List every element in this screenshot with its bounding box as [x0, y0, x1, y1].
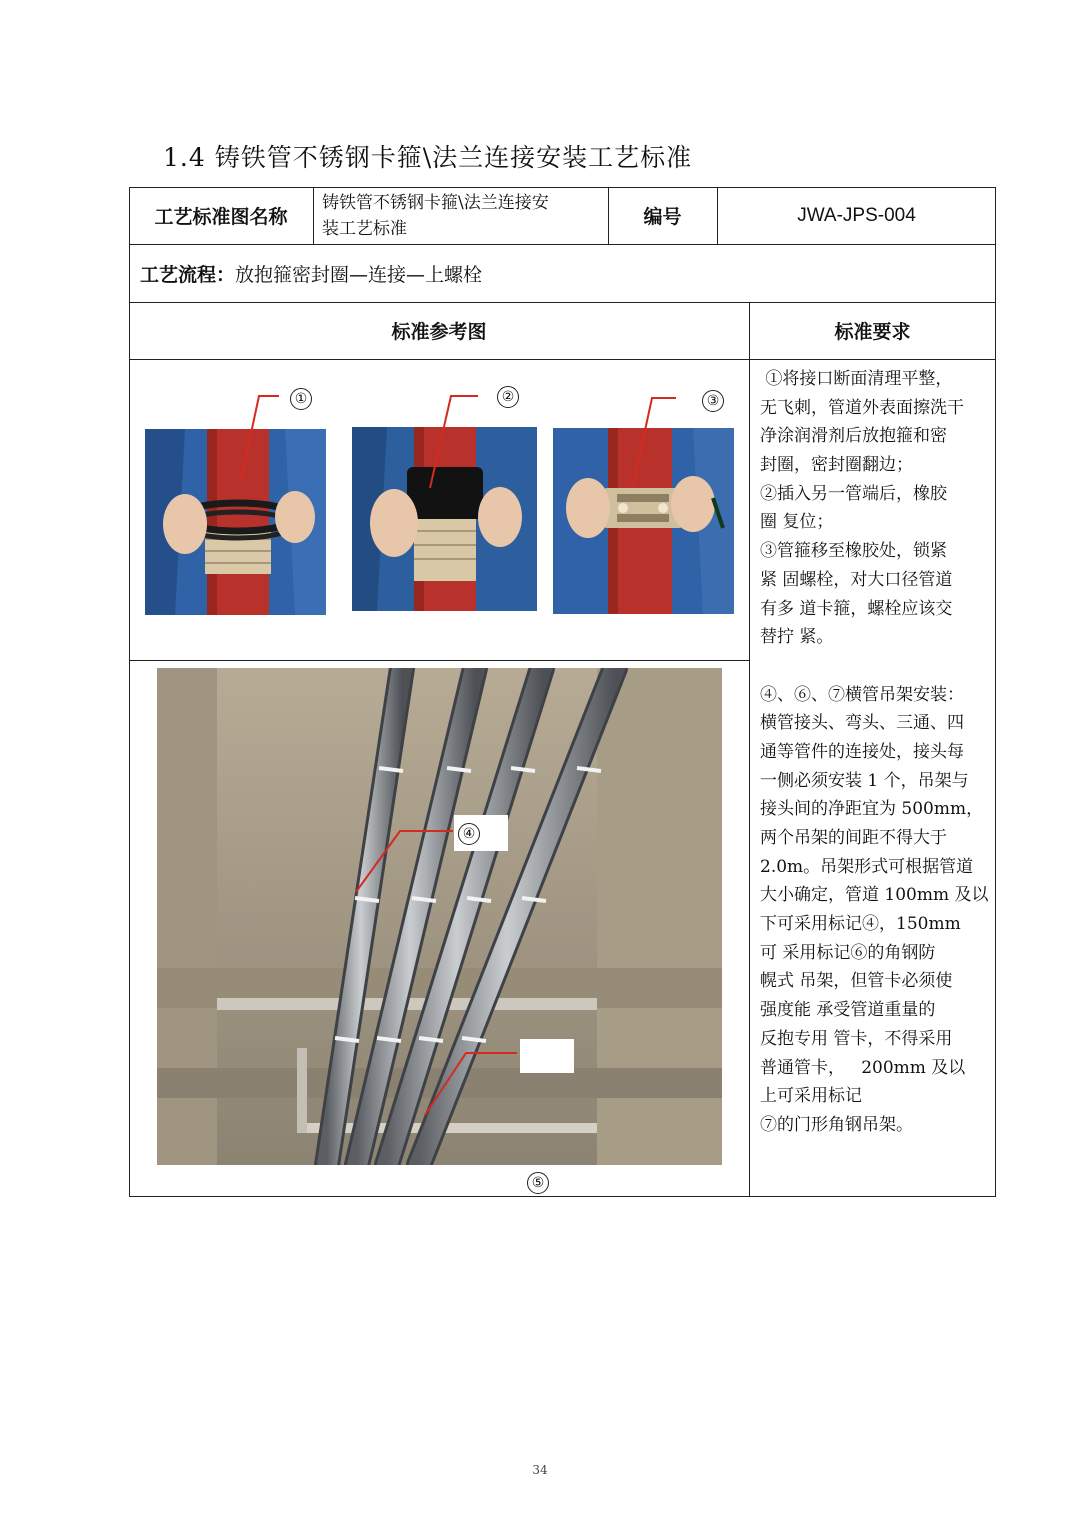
requirement-line: ②插入另一管端后，橡胶 [760, 483, 947, 504]
requirement-line: 反抱专用 管卡，不得采用 [760, 1028, 953, 1049]
requirement-line: ⑦的门形角钢吊架。 [760, 1114, 913, 1135]
requirement-line: 封圈，密封圈翻边； [760, 455, 913, 476]
marker-2: ② [497, 386, 519, 408]
requirement-line [760, 652, 996, 681]
flow-label: 工艺流程： [140, 263, 236, 286]
requirement-line: 圈 复位； [760, 512, 834, 533]
requirement-line: ①将接口断面清理平整， [760, 369, 953, 389]
code-value: JWA-JPS-004 [797, 204, 916, 226]
requirement-line: 紧 固螺栓，对大口径管道 [760, 569, 953, 590]
requirements-text [760, 365, 996, 1140]
requirement-line: 上可采用标记 [760, 1086, 862, 1107]
requirement-line: 一侧必须安装 1 个，吊架与 [760, 770, 969, 791]
requirement-line: ③管箍移至橡胶处，锁紧 [760, 541, 947, 562]
requirement-line: 有多 道卡箍，螺栓应该交 [760, 598, 953, 619]
requirement-line: 替拧 紧。 [760, 627, 834, 648]
marker-3: ③ [702, 390, 724, 412]
flow-value: 放抱箍密封圈—连接—上螺栓 [235, 263, 483, 286]
requirement-line: ④、⑥、⑦横管吊架安装： [760, 684, 964, 705]
requirement-line: 强度能 承受管道重量的 [760, 1000, 936, 1021]
marker-1: ① [290, 388, 312, 410]
requirement-line: 可 采用标记⑥的角钢防 [760, 942, 936, 963]
requirement-line: 下可采用标记④，150mm [760, 914, 961, 935]
marker-5: ⑤ [527, 1172, 549, 1194]
name-value-line2: 装工艺标准 [322, 218, 407, 239]
requirement-line: 横管接头、弯头、三通、四 [760, 713, 964, 734]
name-value-line1: 铸铁管不锈钢卡箍\法兰连接安 [322, 192, 549, 213]
requirement-line: 接头间的净距宜为 500mm， [760, 799, 984, 820]
label-name: 工艺标准图名称 [154, 206, 288, 228]
requirement-line: 大小确定，管道 100mm 及以 [760, 885, 989, 906]
requirement-line: 通等管件的连接处，接头每 [760, 741, 964, 762]
label-code: 编号 [643, 206, 682, 228]
requirement-line: 普通管卡， 200mm 及以 [760, 1057, 966, 1078]
figure-column-header: 标准参考图 [391, 321, 487, 343]
marker-4: ④ [458, 823, 480, 845]
requirements-column-header: 标准要求 [834, 321, 911, 343]
requirement-line: 幌式 吊架，但管卡必须使 [760, 971, 953, 992]
requirement-line: 2.0m。吊架形式可根据管道 [760, 856, 974, 877]
page-number: 34 [532, 1463, 548, 1477]
requirement-line: 净涂润滑剂后放抱箍和密 [760, 426, 947, 447]
section-title: 1.4 铸铁管不锈钢卡箍\法兰连接安装工艺标准 [163, 143, 693, 172]
requirement-line: 两个吊架的间距不得大于 [760, 828, 947, 848]
requirement-line: 无飞刺，管道外表面擦洗干 [760, 397, 964, 418]
